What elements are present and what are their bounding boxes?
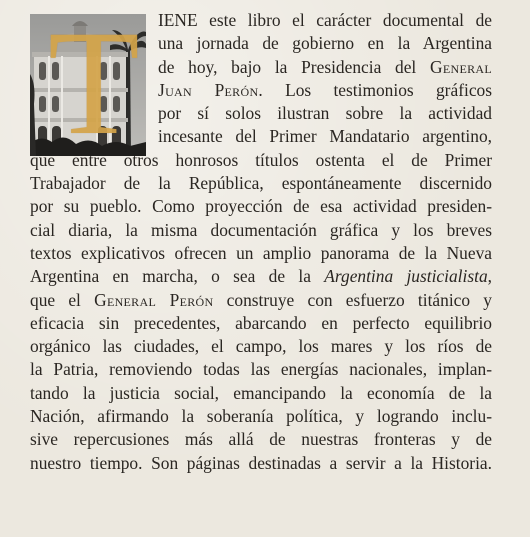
text-line: incesante del Primer Mandatario argentino, bbox=[158, 126, 492, 147]
text-line: que el General Perón construye con esfuerzo titánico y bbox=[30, 289, 492, 310]
text-line: textos explicativos ofrecen un amplio panorama de la Nueva bbox=[30, 242, 492, 263]
text-line: la Patria, removiendo todas las energías nacionales, implan- bbox=[30, 359, 492, 380]
text-line: sive repercusiones más allá de nuestras fronteras y de bbox=[30, 429, 492, 450]
text-line: eficacia sin precedentes, abarcando en perfecto equilibrio bbox=[30, 312, 492, 333]
text-line: orgánico las ciudades, el campo, los mares y los ríos de bbox=[30, 336, 492, 357]
text-line: IENE este libro el carácter documental de bbox=[158, 10, 492, 30]
text-line: Juan Perón. Los testimonios gráficos bbox=[158, 79, 492, 100]
text-line: Nación, afirmando la soberanía política, y logrando inclu- bbox=[30, 406, 492, 427]
text-line: una jornada de gobierno en la Argentina bbox=[158, 33, 492, 54]
body-paragraph bbox=[30, 9, 492, 475]
text-line: que entre otros honrosos títulos ostenta el de Primer bbox=[30, 149, 492, 170]
text-line: de hoy, bajo la Presidencia del General bbox=[158, 56, 492, 77]
text-line: Argentina en marcha, o sea de la Argentina justicialista, bbox=[30, 266, 492, 287]
text-line: tando la justicia social, emancipando la economía de la bbox=[30, 382, 492, 403]
dropcap-letter: T bbox=[48, 14, 140, 156]
text-line: nuestro tiempo. Son páginas destinadas a servir a la Historia. bbox=[30, 452, 492, 473]
text-line: Trabajador de la República, espontáneamente discernido bbox=[30, 173, 492, 194]
text-line: por sí solos ilustran sobre la actividad bbox=[158, 103, 492, 124]
text-line: cial diaria, la misma documentación gráfica y los breves bbox=[30, 219, 492, 240]
text-line: por su pueblo. Como proyección de esa actividad presiden- bbox=[30, 196, 492, 217]
